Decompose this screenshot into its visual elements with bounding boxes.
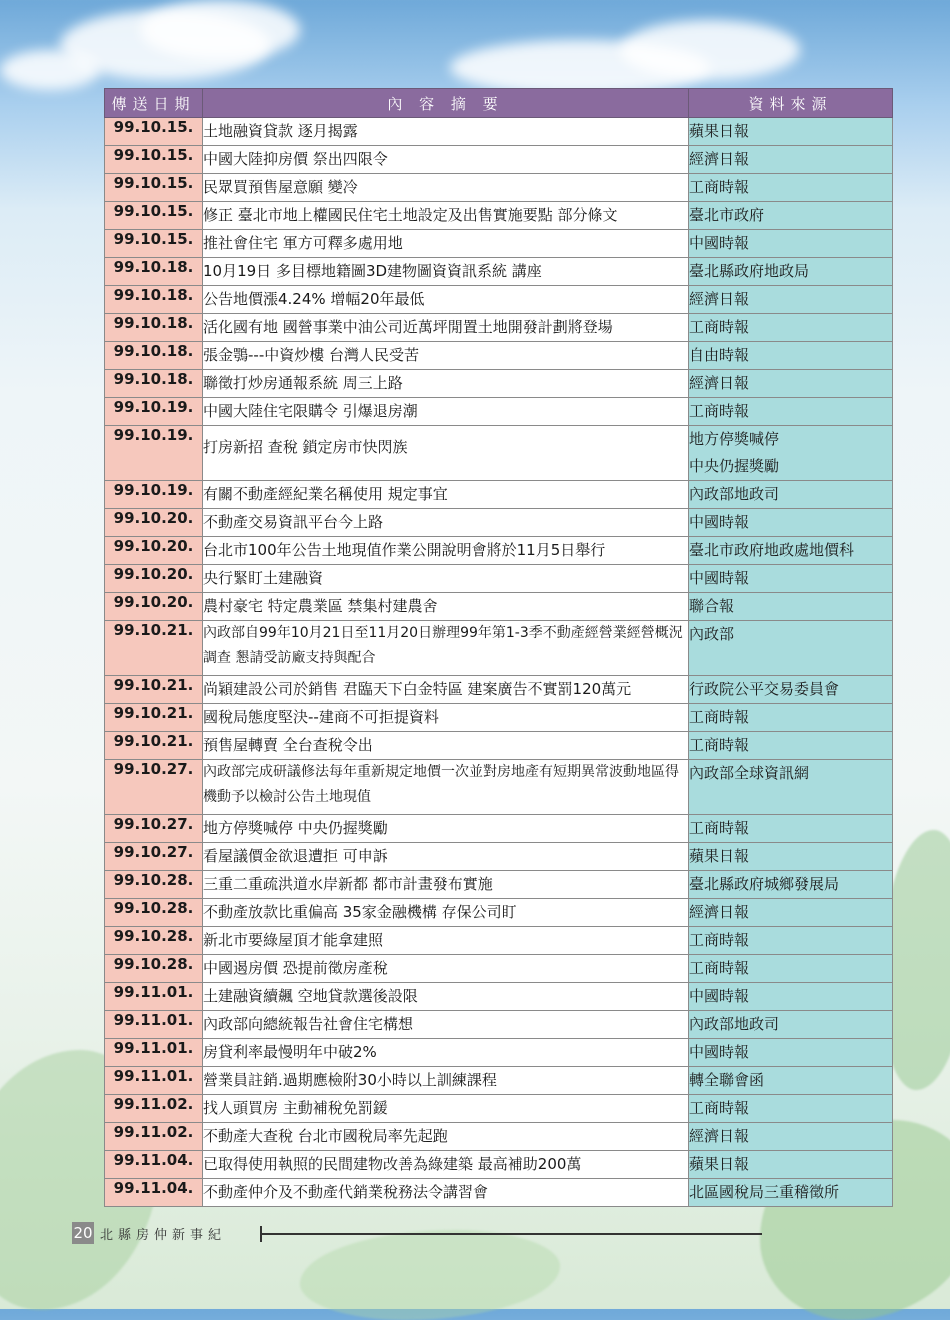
row-content — [203, 426, 689, 481]
row-source-line: 經濟日報 — [689, 150, 750, 168]
row-date: 99.10.15. — [105, 146, 203, 174]
row-date: 99.10.21. — [105, 621, 203, 676]
row-date: 99.10.20. — [105, 593, 203, 621]
table-row — [105, 537, 893, 565]
row-content — [203, 230, 689, 258]
row-content-line: 張金鶚---中資炒樓 台灣人民受苦 — [203, 346, 420, 364]
row-content-line: 土建融資續飆 空地貸款選後設限 — [203, 987, 418, 1005]
row-date: 99.10.19. — [105, 481, 203, 509]
row-date: 99.10.27. — [105, 843, 203, 871]
page-number: 20 — [73, 1224, 93, 1242]
row-content — [203, 537, 689, 565]
row-source — [689, 760, 893, 815]
table-row — [105, 426, 893, 481]
row-source-line: 臺北縣政府地政局 — [689, 262, 810, 280]
row-content-line: 10月19日 多目標地籍圖3D建物圖資資訊系統 講座 — [203, 262, 542, 280]
row-content — [203, 118, 689, 146]
header-content: 內 容 摘 要 — [203, 89, 689, 118]
row-source — [689, 398, 893, 426]
row-content — [203, 146, 689, 174]
row-source — [689, 118, 893, 146]
row-content — [203, 732, 689, 760]
row-source-line: 蘋果日報 — [689, 1155, 750, 1173]
row-content-line: 概況調查 懇請受訪廠支持與配合 — [203, 625, 683, 666]
row-date: 99.10.15. — [105, 230, 203, 258]
row-source — [689, 621, 893, 676]
row-date: 99.10.18. — [105, 370, 203, 398]
header-date: 傳送日期 — [105, 89, 203, 118]
row-date: 99.11.01. — [105, 1039, 203, 1067]
row-content-line: 央行緊盯土建融資 — [203, 569, 324, 587]
row-date: 99.10.15. — [105, 202, 203, 230]
row-content-line: 有關不動產經紀業名稱使用 規定事宜 — [203, 485, 448, 503]
row-source — [689, 509, 893, 537]
row-content-line: 中國遏房價 恐提前徵房產稅 — [203, 959, 388, 977]
row-source-line: 行政院公平交易委員會 — [689, 680, 840, 698]
table-row — [105, 899, 893, 927]
row-source — [689, 871, 893, 899]
row-content-line: 三重二重疏洪道水岸新都 都市計畫發布實施 — [203, 875, 493, 893]
row-date: 99.11.01. — [105, 1067, 203, 1095]
row-content-line: 土地融資貸款 逐月揭露 — [203, 122, 358, 140]
row-content — [203, 286, 689, 314]
table-row — [105, 955, 893, 983]
row-date: 99.11.01. — [105, 983, 203, 1011]
row-content-line: 尚穎建設公司於銷售 君臨天下白金特區 建案廣告不實罰120萬元 — [203, 680, 632, 698]
row-content — [203, 983, 689, 1011]
row-content — [203, 621, 689, 676]
table-row — [105, 1039, 893, 1067]
row-content-line: 看屋議價金欲退遭拒 可申訴 — [203, 847, 388, 865]
row-content-line: 中國大陸住宅限購令 引爆退房潮 — [203, 402, 418, 420]
row-source — [689, 1179, 893, 1207]
row-source — [689, 1151, 893, 1179]
row-source-line: 中國時報 — [689, 513, 750, 531]
row-content — [203, 1011, 689, 1039]
row-source-line: 內政部地政司 — [689, 485, 780, 503]
row-source — [689, 258, 893, 286]
row-content-line: 不動產交易資訊平台今上路 — [203, 513, 384, 531]
cloud — [620, 20, 800, 80]
row-content — [203, 509, 689, 537]
table-row — [105, 1095, 893, 1123]
row-date: 99.10.21. — [105, 704, 203, 732]
table-header-row — [105, 89, 893, 118]
table-row — [105, 230, 893, 258]
row-content — [203, 314, 689, 342]
row-date: 99.10.20. — [105, 537, 203, 565]
row-date: 99.10.18. — [105, 286, 203, 314]
row-content-line: 內政部完成研議修法每年重新規定地價一次並對房地產有短期異常波動地區得 — [203, 764, 679, 780]
table-row — [105, 509, 893, 537]
row-date: 99.10.19. — [105, 398, 203, 426]
cloud — [0, 50, 100, 90]
row-content-line: 內政部自99年10月21日至11月20日辦理99年第1-3季不動產經營業經營 — [203, 625, 655, 641]
row-content — [203, 1095, 689, 1123]
page-footer — [72, 1222, 892, 1246]
table-row — [105, 621, 893, 676]
table-row — [105, 1011, 893, 1039]
row-content-line: 機動予以檢討公告土地現值 — [203, 789, 371, 805]
row-source — [689, 983, 893, 1011]
row-content-line: 聯徵打炒房通報系統 周三上路 — [203, 374, 403, 392]
row-date: 99.11.01. — [105, 1011, 203, 1039]
row-date: 99.10.18. — [105, 258, 203, 286]
row-date: 99.11.02. — [105, 1095, 203, 1123]
row-source — [689, 314, 893, 342]
row-source-line: 中國時報 — [689, 569, 750, 587]
row-content-line: 民眾買預售屋意願 變冷 — [203, 178, 358, 196]
row-date: 99.10.18. — [105, 342, 203, 370]
row-date: 99.10.27. — [105, 815, 203, 843]
row-source-line: 自由時報 — [689, 346, 750, 364]
header-source: 資料來源 — [689, 89, 893, 118]
row-content-line: 國稅局態度堅決--建商不可拒提資料 — [203, 708, 439, 726]
row-content-line: 已取得使用執照的民間建物改善為綠建築 最高補助200萬 — [203, 1155, 582, 1173]
row-content — [203, 1067, 689, 1095]
row-source-line: 內政部 — [689, 625, 735, 643]
row-content — [203, 202, 689, 230]
table-row — [105, 760, 893, 815]
row-source-line: 工商時報 — [689, 736, 750, 754]
row-date: 99.10.28. — [105, 871, 203, 899]
table-row — [105, 1151, 893, 1179]
row-content — [203, 927, 689, 955]
table-row — [105, 118, 893, 146]
row-date: 99.10.21. — [105, 676, 203, 704]
row-date: 99.10.28. — [105, 927, 203, 955]
row-source — [689, 1067, 893, 1095]
row-source — [689, 843, 893, 871]
row-source — [689, 174, 893, 202]
row-content — [203, 1151, 689, 1179]
row-source-line: 內政部地政司 — [689, 1015, 780, 1033]
row-source-line: 蘋果日報 — [689, 122, 750, 140]
row-source-line: 工商時報 — [689, 402, 750, 420]
row-source-line: 工商時報 — [689, 178, 750, 196]
table-row — [105, 676, 893, 704]
table-row — [105, 342, 893, 370]
row-source-line: 臺北市政府 — [689, 206, 765, 224]
row-content-line: 農村豪宅 特定農業區 禁集村建農舍 — [203, 597, 438, 615]
row-source — [689, 1011, 893, 1039]
row-source-line: 地方停獎喊停 — [689, 430, 780, 448]
row-date: 99.10.19. — [105, 426, 203, 481]
table-row — [105, 258, 893, 286]
row-source-line: 中國時報 — [689, 1043, 750, 1061]
table-row — [105, 871, 893, 899]
row-content-line: 活化國有地 國營事業中油公司近萬坪閒置土地開發計劃將登場 — [203, 318, 613, 336]
row-source-line: 經濟日報 — [689, 903, 750, 921]
row-content-line: 中國大陸抑房價 祭出四限令 — [203, 150, 388, 168]
row-date: 99.10.20. — [105, 565, 203, 593]
row-source — [689, 899, 893, 927]
row-content — [203, 481, 689, 509]
row-content — [203, 843, 689, 871]
table-row — [105, 174, 893, 202]
row-source-line: 工商時報 — [689, 959, 750, 977]
row-content-line: 內政部向總統報告社會住宅構想 — [203, 1015, 414, 1033]
table-row — [105, 593, 893, 621]
row-date: 99.11.04. — [105, 1151, 203, 1179]
row-source — [689, 146, 893, 174]
row-source-line: 內政部全球資訊網 — [689, 764, 810, 782]
row-content — [203, 955, 689, 983]
table-row — [105, 732, 893, 760]
row-source — [689, 593, 893, 621]
row-source — [689, 286, 893, 314]
row-source — [689, 955, 893, 983]
row-date: 99.10.18. — [105, 314, 203, 342]
row-content-line: 房貸利率最慢明年中破2% — [203, 1043, 377, 1061]
row-source-line: 聯合報 — [689, 597, 735, 615]
row-content-line: 預售屋轉賣 全台查稅令出 — [203, 736, 373, 754]
table-row — [105, 202, 893, 230]
row-source — [689, 565, 893, 593]
row-content — [203, 593, 689, 621]
row-content-line: 不動產仲介及不動產代銷業稅務法令講習會 — [203, 1183, 489, 1201]
row-source-line: 經濟日報 — [689, 374, 750, 392]
row-content — [203, 174, 689, 202]
table-row — [105, 1123, 893, 1151]
row-source — [689, 704, 893, 732]
row-date: 99.10.21. — [105, 732, 203, 760]
table-row — [105, 481, 893, 509]
row-content-line: 打房新招 查稅 鎖定房市快閃族 — [203, 438, 408, 456]
row-source-line: 臺北市政府地政處地價科 — [689, 541, 855, 559]
row-content — [203, 398, 689, 426]
row-content-line: 不動產放款比重偏高 35家金融機構 存保公司盯 — [203, 903, 517, 921]
row-content — [203, 258, 689, 286]
row-source — [689, 1039, 893, 1067]
row-content-line: 新北市要綠屋頂才能拿建照 — [203, 931, 384, 949]
row-source-line: 工商時報 — [689, 708, 750, 726]
row-source-line: 工商時報 — [689, 318, 750, 336]
table-body — [105, 118, 893, 1207]
row-content — [203, 370, 689, 398]
publication-title: 北縣房仲新事紀 — [100, 1228, 227, 1243]
row-source-line: 蘋果日報 — [689, 847, 750, 865]
row-source — [689, 426, 893, 481]
row-date: 99.11.04. — [105, 1179, 203, 1207]
cloud — [140, 0, 300, 60]
row-source-line: 工商時報 — [689, 819, 750, 837]
row-content-line: 推社會住宅 軍方可釋多處用地 — [203, 234, 403, 252]
row-source-line: 經濟日報 — [689, 1127, 750, 1145]
row-date: 99.10.15. — [105, 118, 203, 146]
row-content-line: 找人頭買房 主動補稅免罰鍰 — [203, 1099, 388, 1117]
row-content — [203, 871, 689, 899]
row-date: 99.10.15. — [105, 174, 203, 202]
table-row — [105, 565, 893, 593]
row-content — [203, 342, 689, 370]
row-content-line: 地方停獎喊停 中央仍握獎勵 — [203, 819, 388, 837]
row-content-line: 修正 臺北市地上權國民住宅土地設定及出售實施要點 部分條文 — [203, 206, 618, 224]
row-content-line: 營業員註銷.過期應檢附30小時以上訓練課程 — [203, 1071, 497, 1089]
row-source — [689, 732, 893, 760]
row-content — [203, 1179, 689, 1207]
row-source — [689, 927, 893, 955]
row-source-line: 中國時報 — [689, 987, 750, 1005]
table-row — [105, 704, 893, 732]
row-source — [689, 676, 893, 704]
row-date: 99.10.20. — [105, 509, 203, 537]
table-row — [105, 983, 893, 1011]
row-source — [689, 230, 893, 258]
table-row — [105, 927, 893, 955]
table-row — [105, 815, 893, 843]
table-row — [105, 286, 893, 314]
row-content — [203, 760, 689, 815]
row-source — [689, 1095, 893, 1123]
row-content — [203, 704, 689, 732]
row-source-line: 中國時報 — [689, 234, 750, 252]
row-date: 99.11.02. — [105, 1123, 203, 1151]
row-source — [689, 815, 893, 843]
row-source — [689, 202, 893, 230]
row-source — [689, 537, 893, 565]
row-content — [203, 1123, 689, 1151]
row-content-line: 不動產大查稅 台北市國稅局率先起跑 — [203, 1127, 448, 1145]
row-content — [203, 815, 689, 843]
row-source-line: 臺北縣政府城鄉發展局 — [689, 875, 840, 893]
footer-rule — [262, 1233, 762, 1235]
row-source-line: 經濟日報 — [689, 290, 750, 308]
news-log-table-wrapper — [104, 88, 892, 1207]
row-content-line: 公告地價漲4.24% 增幅20年最低 — [203, 290, 425, 308]
row-source-line: 中央仍握獎勵 — [689, 457, 780, 475]
table-row — [105, 843, 893, 871]
table-row — [105, 1179, 893, 1207]
row-content — [203, 1039, 689, 1067]
row-date: 99.10.28. — [105, 899, 203, 927]
row-date: 99.10.28. — [105, 955, 203, 983]
table-row — [105, 146, 893, 174]
row-source-line: 轉全聯會函 — [689, 1071, 765, 1089]
news-log-table — [104, 88, 893, 1207]
row-source — [689, 370, 893, 398]
row-content — [203, 899, 689, 927]
table-row — [105, 370, 893, 398]
row-source — [689, 1123, 893, 1151]
row-source — [689, 481, 893, 509]
row-source-line: 工商時報 — [689, 1099, 750, 1117]
row-date: 99.10.27. — [105, 760, 203, 815]
row-content — [203, 676, 689, 704]
row-content-line: 台北市100年公告土地現值作業公開說明會將於11月5日舉行 — [203, 541, 606, 559]
row-source — [689, 342, 893, 370]
table-row — [105, 398, 893, 426]
table-row — [105, 1067, 893, 1095]
row-source-line: 北區國稅局三重稽徵所 — [689, 1183, 840, 1201]
table-row — [105, 314, 893, 342]
row-source-line: 工商時報 — [689, 931, 750, 949]
row-content — [203, 565, 689, 593]
